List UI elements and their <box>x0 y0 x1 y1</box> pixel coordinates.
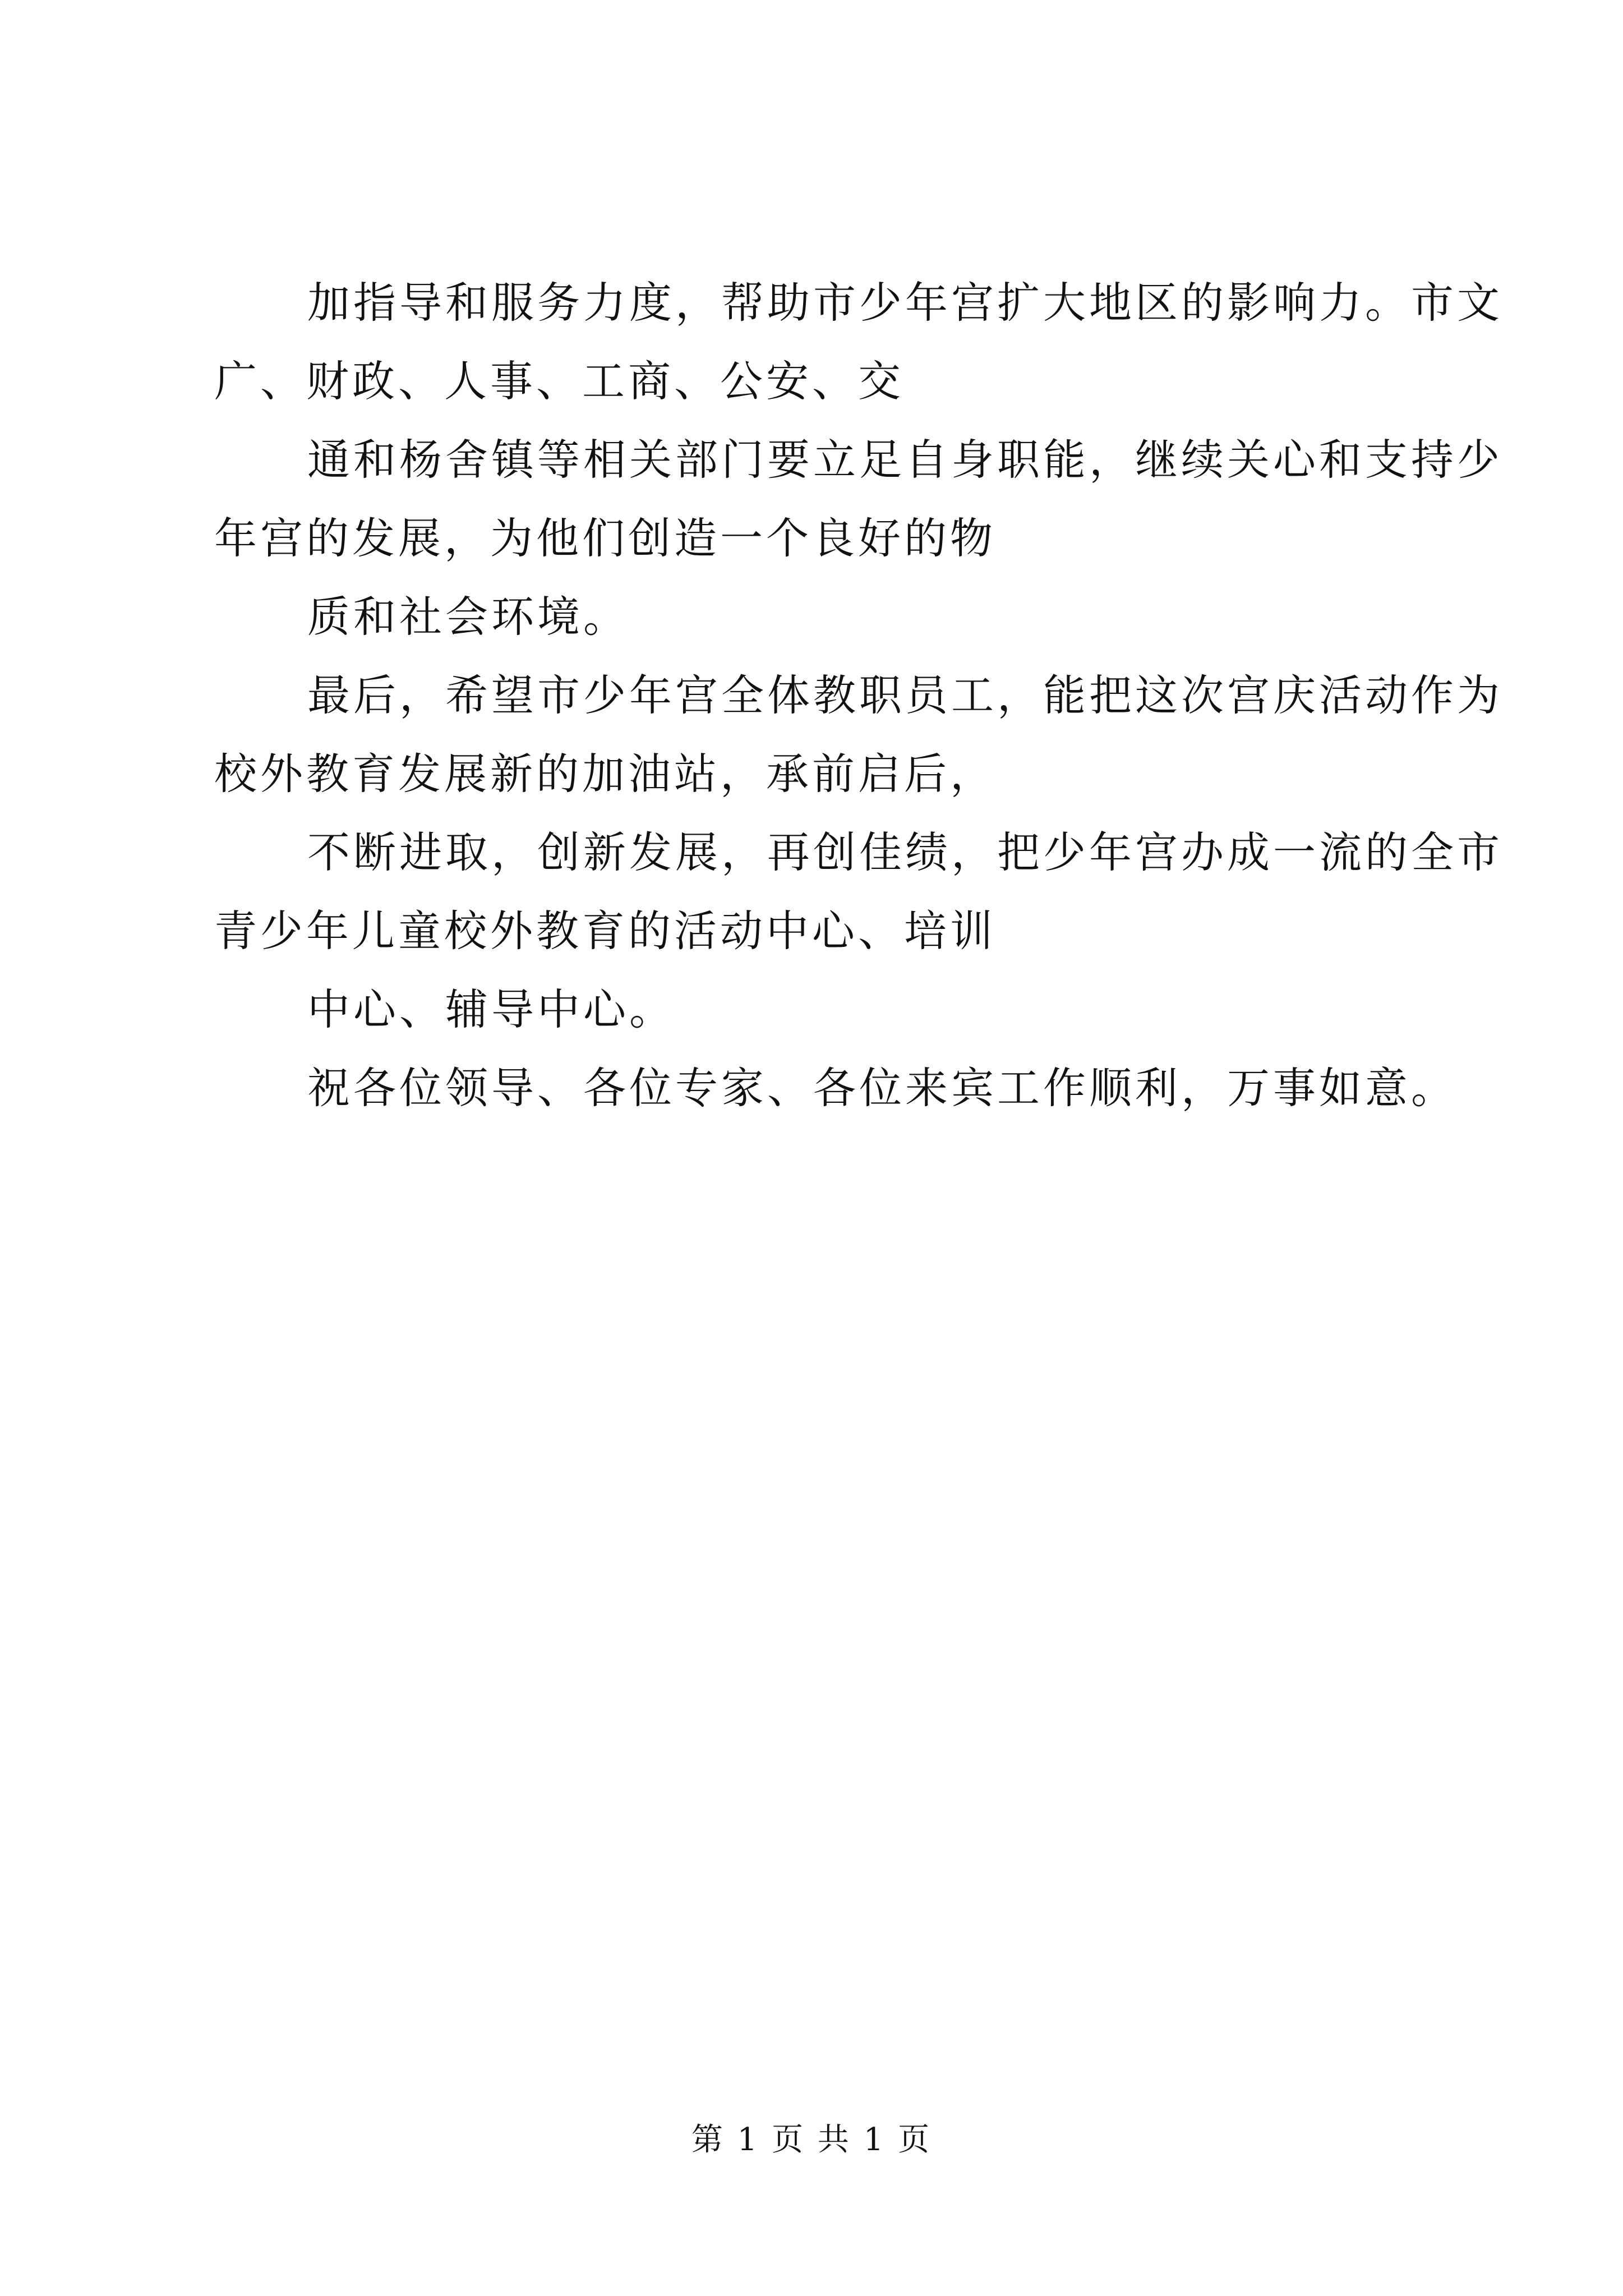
text-line: 不断进取，创新发展，再创佳绩，把少年宫办成一流的全市 <box>307 827 1503 877</box>
text-line: 青少年儿童校外教育的活动中心、培训 <box>214 906 996 956</box>
text-line: 最后，希望市少年宫全体教职员工，能把这次宫庆活动作为 <box>307 670 1503 720</box>
document-body <box>214 264 1503 1128</box>
text-line: 祝各位领导、各位专家、各位来宾工作顺利，万事如意。 <box>307 1063 1457 1113</box>
text-line: 年宫的发展，为他们创造一个良好的物 <box>214 513 996 563</box>
text-line: 校外教育发展新的加油站，承前启后， <box>214 749 996 799</box>
text-line: 质和社会环境。 <box>307 592 629 642</box>
text-line: 通和杨舍镇等相关部门要立足自身职能，继续关心和支持少 <box>307 435 1503 485</box>
page-number-footer: 第 1 页 共 1 页 <box>691 2122 932 2158</box>
text-line: 广、财政、人事、工商、公安、交 <box>214 356 904 406</box>
text-line: 中心、辅导中心。 <box>307 984 675 1034</box>
text-line: 加指导和服务力度，帮助市少年宫扩大地区的影响力。市文 <box>307 278 1503 328</box>
